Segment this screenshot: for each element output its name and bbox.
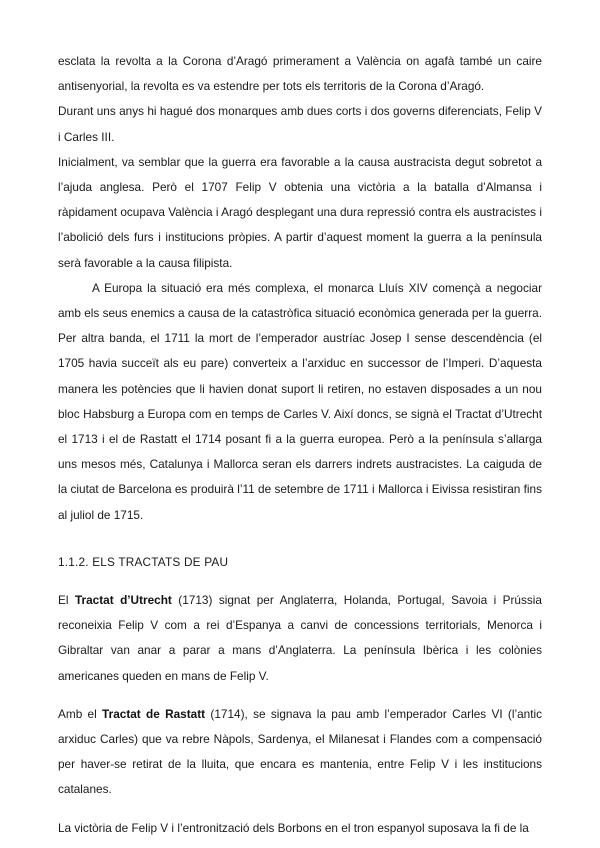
utrecht-body: (1713) signat per Anglaterra, Holanda, Portugal, Savoia i Prússia reconeixia Felip V com a rei d’Espanya a canvi de concessions territorials, Menorca i Gibraltar van anar a parar a mans d’Anglaterra. La península Ibèrica i les colònies americanes queden en mans de Felip V. xyxy=(58,593,542,683)
rastatt-prefix: Amb el xyxy=(58,706,103,721)
paragraph-utrecht xyxy=(58,588,542,689)
document-page xyxy=(58,49,542,841)
rastatt-body: (1714), se signava la pau amb l’emperador Carles VI (l’antic arxiduc Carles) que va rebre Nàpols, Sardenya, el Milanesat i Flandes com a compensació per haver-se retirat de la lluita, que encara es mantenia, entre Felip V i les institucions catalanes. xyxy=(58,706,543,797)
utrecht-prefix: El xyxy=(58,593,75,608)
paragraph-two-monarchs: Durant uns anys hi hagué dos monarques amb dues corts i dos governs diferenciats, Felip V i Carles III. xyxy=(58,104,542,144)
utrecht-treaty-name: Tractat d’Utrecht xyxy=(74,593,172,608)
rastatt-treaty-name: Tractat de Rastatt xyxy=(102,706,206,721)
paragraph-war-peninsula: Inicialment, va semblar que la guerra era favorable a la causa austracista degut sobretot a l’ajuda anglesa. Però el 1707 Felip V obtenia una victòria a la batalla d’Almansa i ràpidament ocupava València i Aragó desplegant una dura repressió contra els austracistes i l’abolició dels furs i institucions pròpies. A partir d’aquest moment la guerra a la península serà favorable a la causa filipista. xyxy=(58,154,542,270)
paragraph-europe: A Europa la situació era més complexa, el monarca Lluís XIV començà a negociar amb els seus enemics a causa de la catastròfica situació econòmica generada per la guerra. Per altra banda, el 1711 la mort de l’emperador austríac Josep I sense descendència (el 1705 havia succeït als eu pare) converteix a l’arxiduc en successor de l’Imperi. D’aquesta manera les potències que li havien donat suport li retiren, no estaven disposades a un nou bloc Habsburg a Europa com en temps de Carles V. Així doncs, se signà el Tractat d’Utrecht el 1713 i el de Rastatt el 1714 posant fi a la guerra europea. Però a la península s’allarga uns mesos més, Catalunya i Mallorca seran els darrers indrets austracistes. La caiguda de la ciutat de Barcelona es produirà l’11 de setembre de 1711 i Mallorca i Eivissa resistiran fins al juliol de 1715. xyxy=(58,280,542,522)
paragraph-closing: La victòria de Felip V i l’entronització dels Borbons en el tron espanyol suposava la fi de la xyxy=(58,820,529,835)
paragraph-rastatt xyxy=(58,702,542,803)
paragraph-revolt: esclata la revolta a la Corona d’Aragó primerament a València on agafà també un caire antisenyorial, la revolta es va estendre per tots els territoris de la Corona d’Aragó. xyxy=(58,54,542,94)
section-heading: 1.1.2. ELS TRACTATS DE PAU xyxy=(58,554,229,569)
